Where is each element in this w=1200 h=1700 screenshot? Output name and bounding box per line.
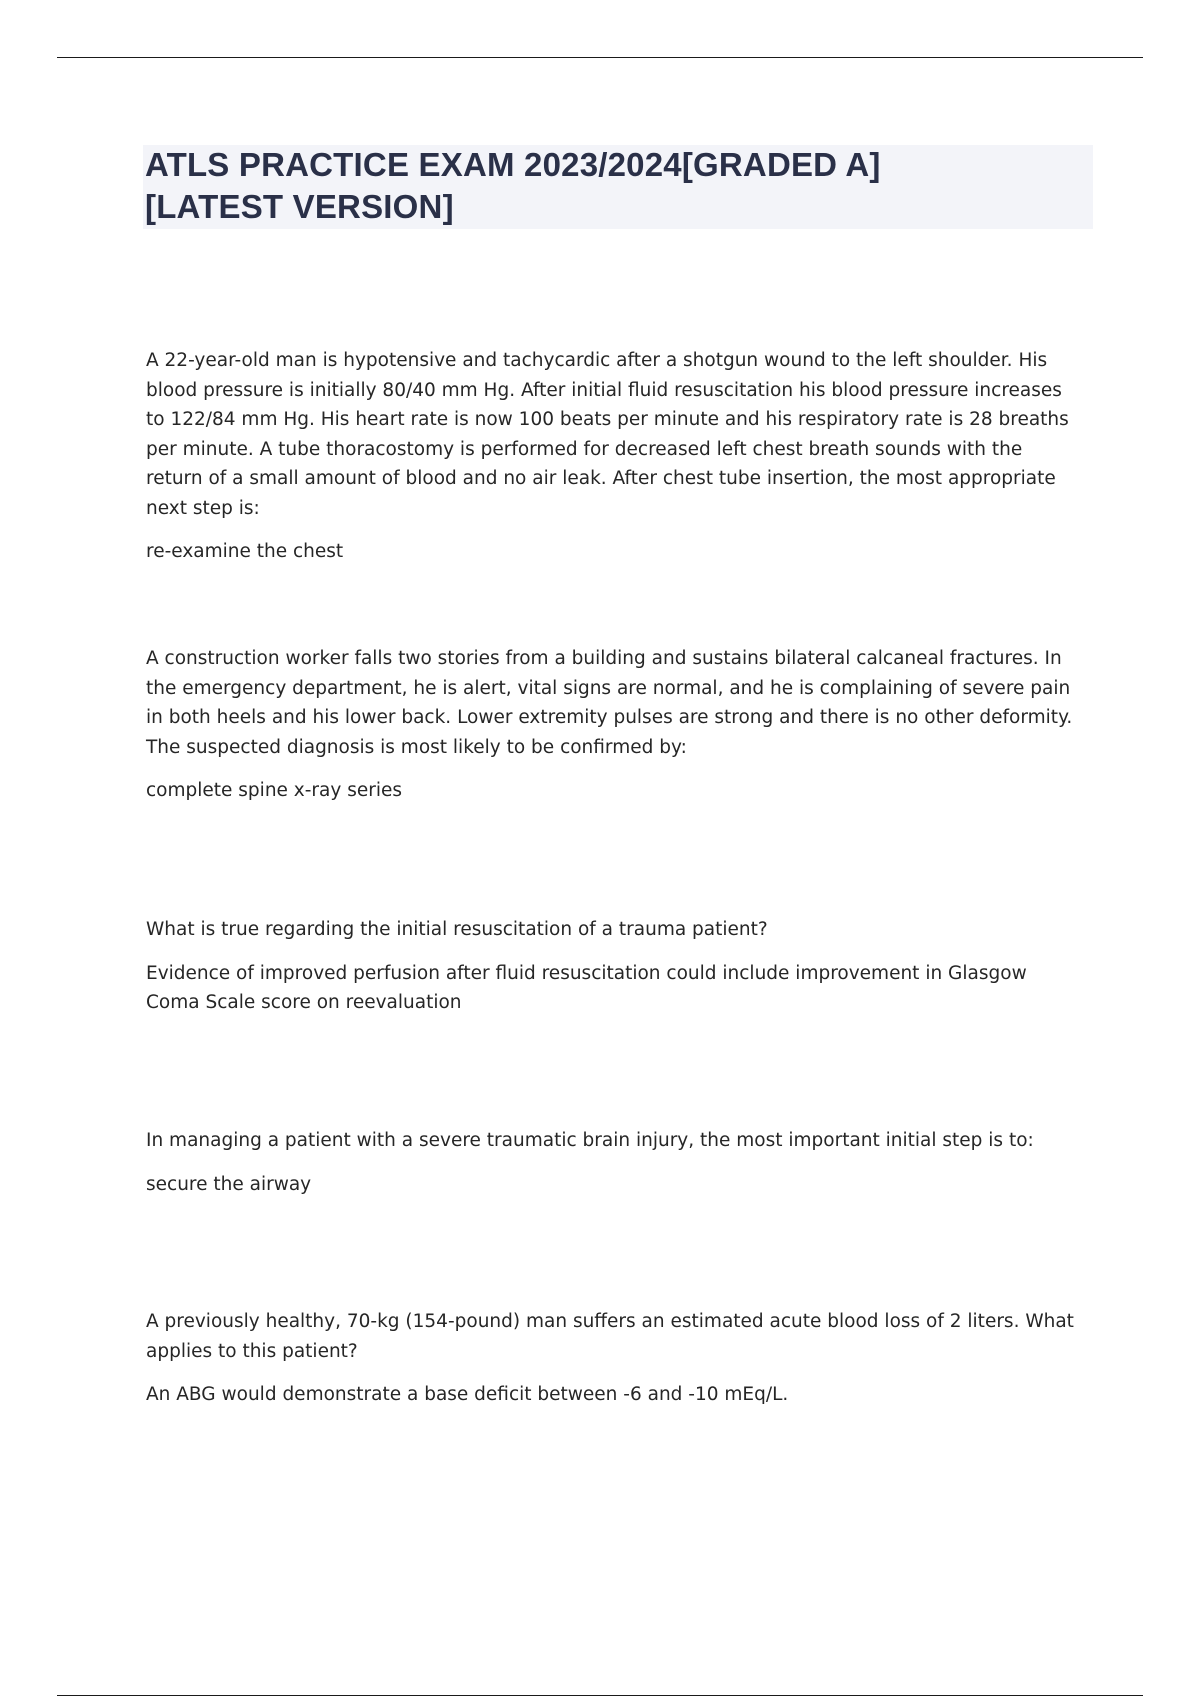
answer-2: complete spine x-ray series	[146, 780, 402, 801]
question-3: What is true regarding the initial resuscitation of a trauma patient?	[146, 919, 768, 940]
qa-item-5	[146, 1307, 1081, 1410]
question-4: In managing a patient with a severe traumatic brain injury, the most important initial step is to:	[146, 1130, 1034, 1151]
qa-item-4	[146, 1126, 1081, 1199]
question-1: A 22-year-old man is hypotensive and tachycardic after a shotgun wound to the left shoulder. His blood pressure is initially 80/40 mm Hg. After initial fluid resuscitation his blood pressure increases to 122/84 mm Hg. His heart rate is now 100 beats per minute and his respiratory rate is 28 breaths per minute. A tube thoracostomy is performed for decreased left chest breath sounds with the return of a small amount of blood and no air leak. After chest tube insertion, the most appropriate next step is:	[146, 350, 1069, 519]
qa-item-1	[146, 346, 1081, 567]
question-2: A construction worker falls two stories from a building and sustains bilateral calcaneal fractures. In the emergency department, he is alert, vital signs are normal, and he is complaining of severe pain in both heels and his lower back. Lower extremity pulses are strong and there is no other deformity. The suspected diagnosis is most likely to be confirmed by:	[146, 648, 1073, 758]
question-5: A previously healthy, 70-kg (154-pound) man suffers an estimated acute blood loss of 2 liters. What applies to this patient?	[146, 1311, 1074, 1362]
bottom-rule	[57, 1695, 1143, 1696]
qa-item-3	[146, 915, 1081, 1018]
answer-1: re-examine the chest	[146, 541, 344, 562]
document-title: ATLS PRACTICE EXAM 2023/2024[GRADED A] [LATEST VERSION]	[145, 146, 881, 225]
answer-4: secure the airway	[146, 1173, 312, 1195]
qa-item-2	[146, 644, 1081, 806]
top-rule	[57, 57, 1143, 58]
answer-5: An ABG would demonstrate a base deficit between -6 and -10 mEq/L.	[146, 1384, 789, 1405]
answer-3: Evidence of improved perfusion after fluid resuscitation could include improvement in Glasgow Coma Scale score on reevaluation	[146, 962, 1027, 1013]
